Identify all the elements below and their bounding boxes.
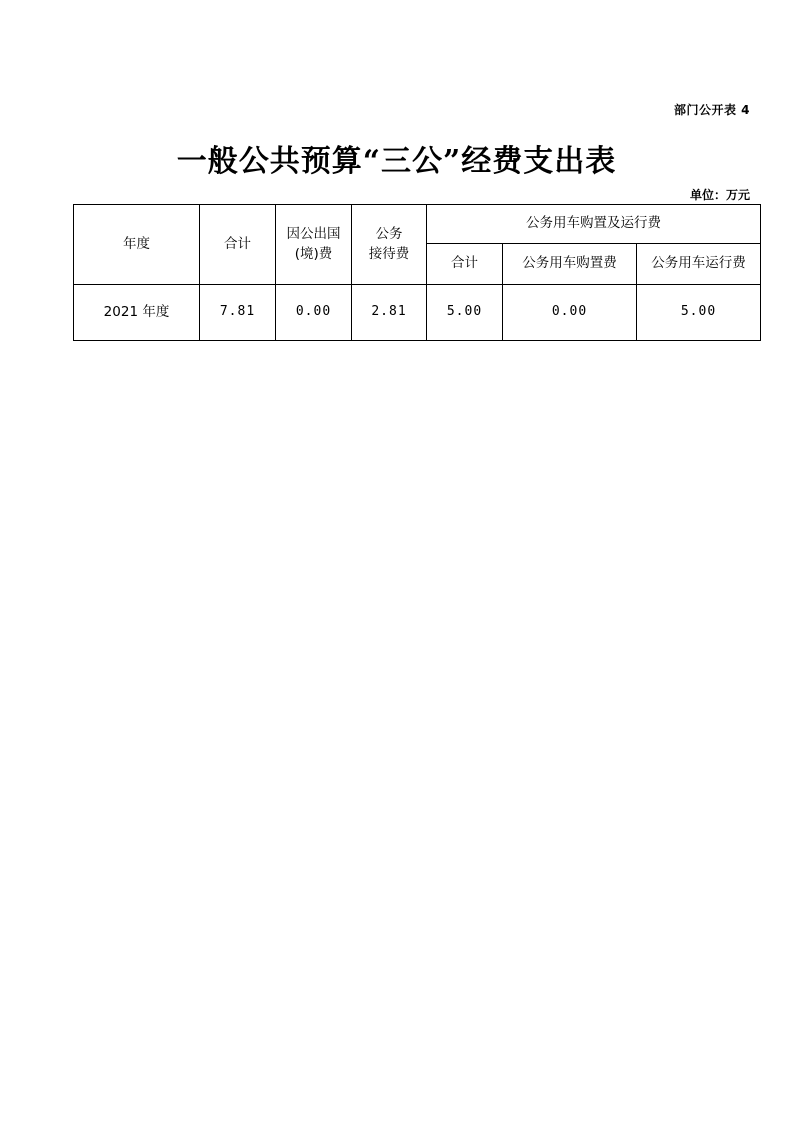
header-total: 合计 [200,205,276,285]
cell-vehicle-purchase: 0.00 [503,285,637,341]
cell-year: 2021 年度 [74,285,200,341]
cell-total: 7.81 [200,285,276,341]
table-row [74,285,761,341]
cell-vehicle-operation: 5.00 [637,285,761,341]
header-overseas-line1: 因公出国 [286,225,341,242]
cell-reception: 2.81 [352,285,427,341]
cell-overseas: 0.00 [276,285,352,341]
header-vehicle-operation: 公务用车运行费 [637,244,761,285]
header-vehicle-purchase: 公务用车购置费 [503,244,637,285]
header-row-1 [74,205,761,244]
header-reception [352,205,427,285]
header-overseas [276,205,352,285]
header-vehicle-group: 公务用车购置及运行费 [427,205,761,244]
header-vehicle-total: 合计 [427,244,503,285]
header-overseas-line2: (境)费 [294,245,333,262]
expense-table [73,204,761,341]
cell-vehicle-total: 5.00 [427,285,503,341]
unit-label: 单位：万元 [689,188,750,202]
header-year: 年度 [74,205,200,285]
form-number: 部门公开表 4 [673,103,750,117]
header-reception-line1: 公务 [375,225,403,242]
page-title: 一般公共预算“三公”经费支出表 [176,144,617,179]
header-reception-line2: 接待费 [368,245,410,262]
